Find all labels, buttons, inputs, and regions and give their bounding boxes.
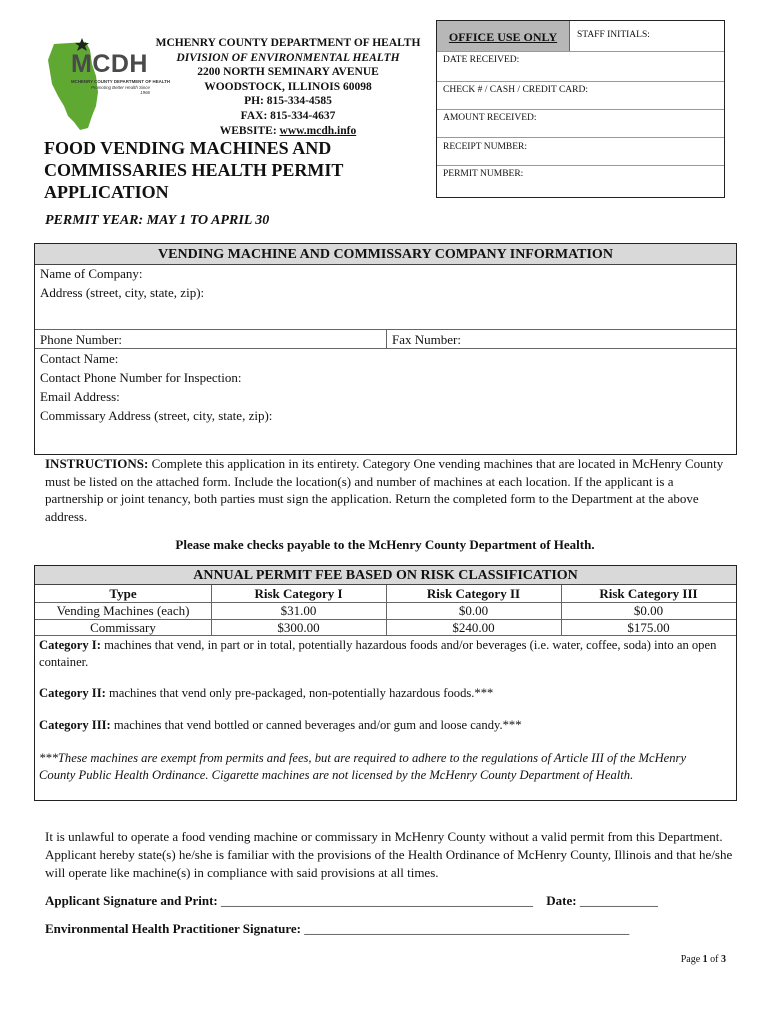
- agency-fax: FAX: 815-334-4637: [240, 109, 336, 122]
- office-use-header: OFFICE USE ONLY: [437, 21, 570, 52]
- category-3-description: [39, 717, 719, 734]
- agency-division: DIVISION OF ENVIRONMENTAL HEALTH: [176, 51, 400, 64]
- exempt-note: ***These machines are exempt from permits and fees, but are required to adhere to the regulations of Article III of the McHenry County Public Health Ordinance. Cigarette machines are not licensed by the McHenry County Department of Health.: [39, 751, 687, 782]
- instructions-text: Complete this application in its entirety. Category One vending machines that are located in McHenry County must be listed on the attached form. Include the location(s) and number of machines at each location. If the applicant is a partnership or joint tenancy, both parties must sign the application. Return the completed form to the Department at the above address.: [45, 456, 724, 524]
- company-name-field[interactable]: Name of Company:: [40, 266, 143, 281]
- col-header-type: Type: [109, 586, 137, 601]
- category-2-label: Category II:: [39, 686, 106, 700]
- legal-statement: It is unlawful to operate a food vending machine or commissary in McHenry County without a valid permit from this Department. Applicant hereby state(s) he/she is familiar with the provisions of the Health Ordinance of McHenry County, Illinois and that he/she will operate like machine(s) in compliance with said provisions at all times.: [45, 829, 733, 880]
- permit-number-field[interactable]: PERMIT NUMBER:: [437, 165, 724, 195]
- commissary-address-field[interactable]: Commissary Address (street, city, state, zip):: [40, 408, 273, 423]
- page-prefix: Page: [680, 954, 701, 965]
- col-header-risk-2: Risk Category II: [426, 586, 521, 601]
- instructions-label: INSTRUCTIONS:: [45, 456, 149, 471]
- table-cell: $300.00: [277, 620, 320, 635]
- applicant-signature-row: [45, 893, 658, 909]
- ehp-signature-line[interactable]: __________________________________________________: [304, 921, 630, 936]
- permit-year: PERMIT YEAR: MAY 1 TO APRIL 30: [45, 213, 270, 228]
- agency-name: MCHENRY COUNTY DEPARTMENT OF HEALTH: [155, 37, 421, 49]
- col-header-risk-1: Risk Category I: [254, 586, 343, 601]
- table-cell: $31.00: [280, 603, 317, 618]
- email-field[interactable]: Email Address:: [40, 389, 120, 404]
- logo-text: MCDH: [71, 50, 148, 78]
- col-header-risk-3: Risk Category III: [599, 586, 698, 601]
- amount-received-field[interactable]: AMOUNT RECEIVED:: [437, 109, 724, 139]
- category-1-label: Category I:: [39, 638, 101, 652]
- page-total: 3: [721, 954, 726, 965]
- category-1-text: machines that vend, in part or in total, potentially hazardous foods and/or beverages (i.e. water, coffee, soda) into an open container.: [39, 638, 717, 669]
- checks-payable-note: Please make checks payable to the McHenry County Department of Health.: [175, 537, 595, 552]
- website-link[interactable]: www.mcdh.info: [279, 124, 357, 137]
- divider: [35, 635, 736, 636]
- page-of: of: [710, 954, 719, 965]
- office-use-box: [436, 20, 725, 198]
- agency-phone: PH: 815-334-4585: [244, 95, 332, 108]
- instructions: [45, 455, 725, 525]
- date-line[interactable]: ____________: [579, 893, 658, 908]
- agency-address: 2200 NORTH SEMINARY AVENUE: [197, 66, 379, 79]
- website-label: WEBSITE:: [219, 124, 277, 137]
- table-cell: $175.00: [627, 620, 670, 635]
- logo-subtitle: MCHENRY COUNTY DEPARTMENT OF HEALTH: [71, 79, 171, 84]
- phone-field[interactable]: Phone Number:: [40, 332, 122, 347]
- fee-table-section: [34, 565, 737, 801]
- date-received-field[interactable]: DATE RECEIVED:: [437, 51, 724, 81]
- contact-phone-field[interactable]: Contact Phone Number for Inspection:: [40, 370, 242, 385]
- table-cell: $240.00: [452, 620, 495, 635]
- category-1-description: [39, 637, 719, 670]
- company-info-header: VENDING MACHINE AND COMMISSARY COMPANY INFORMATION: [35, 244, 736, 265]
- category-2-text: machines that vend only pre-packaged, non-potentially hazardous foods.***: [108, 686, 494, 700]
- fee-table-header: ANNUAL PERMIT FEE BASED ON RISK CLASSIFICATION: [35, 566, 736, 585]
- page-title: FOOD VENDING MACHINES AND COMMISSARIES HEALTH PERMIT APPLICATION: [44, 138, 344, 202]
- fax-field[interactable]: Fax Number:: [392, 332, 461, 347]
- agency-block: [150, 36, 426, 138]
- category-3-text: machines that vend bottled or canned beverages and/or gum and loose candy.***: [113, 718, 522, 732]
- category-3-label: Category III:: [39, 718, 111, 732]
- divider: [211, 585, 212, 635]
- applicant-signature-line[interactable]: ________________________________________________: [221, 893, 534, 908]
- category-2-description: [39, 685, 719, 702]
- company-info-section: [34, 243, 737, 455]
- applicant-signature-label: Applicant Signature and Print:: [45, 893, 218, 908]
- divider: [35, 348, 736, 349]
- table-cell: Commissary: [90, 620, 156, 635]
- receipt-number-field[interactable]: RECEIPT NUMBER:: [437, 137, 724, 167]
- divider: [386, 329, 387, 348]
- table-cell: $0.00: [633, 603, 664, 618]
- date-label: Date:: [546, 893, 577, 908]
- agency-website-row: [150, 124, 426, 139]
- page-number: [681, 954, 726, 965]
- ehp-signature-row: [45, 921, 629, 937]
- ehp-signature-label: Environmental Health Practitioner Signature:: [45, 921, 302, 936]
- divider: [386, 585, 387, 635]
- company-address-field[interactable]: Address (street, city, state, zip):: [40, 285, 205, 300]
- divider: [561, 585, 562, 635]
- table-cell: Vending Machines (each): [56, 603, 190, 618]
- payment-method-field[interactable]: CHECK # / CASH / CREDIT CARD:: [437, 81, 724, 111]
- mcdh-logo: [40, 36, 171, 132]
- page-current: 1: [702, 954, 708, 965]
- staff-initials-field[interactable]: STAFF INITIALS:: [577, 30, 650, 40]
- table-cell: $0.00: [458, 603, 489, 618]
- contact-name-field[interactable]: Contact Name:: [40, 351, 119, 366]
- logo-tagline: Promoting Better Health Since 1966: [90, 85, 150, 95]
- agency-city: WOODSTOCK, ILLINOIS 60098: [204, 80, 372, 93]
